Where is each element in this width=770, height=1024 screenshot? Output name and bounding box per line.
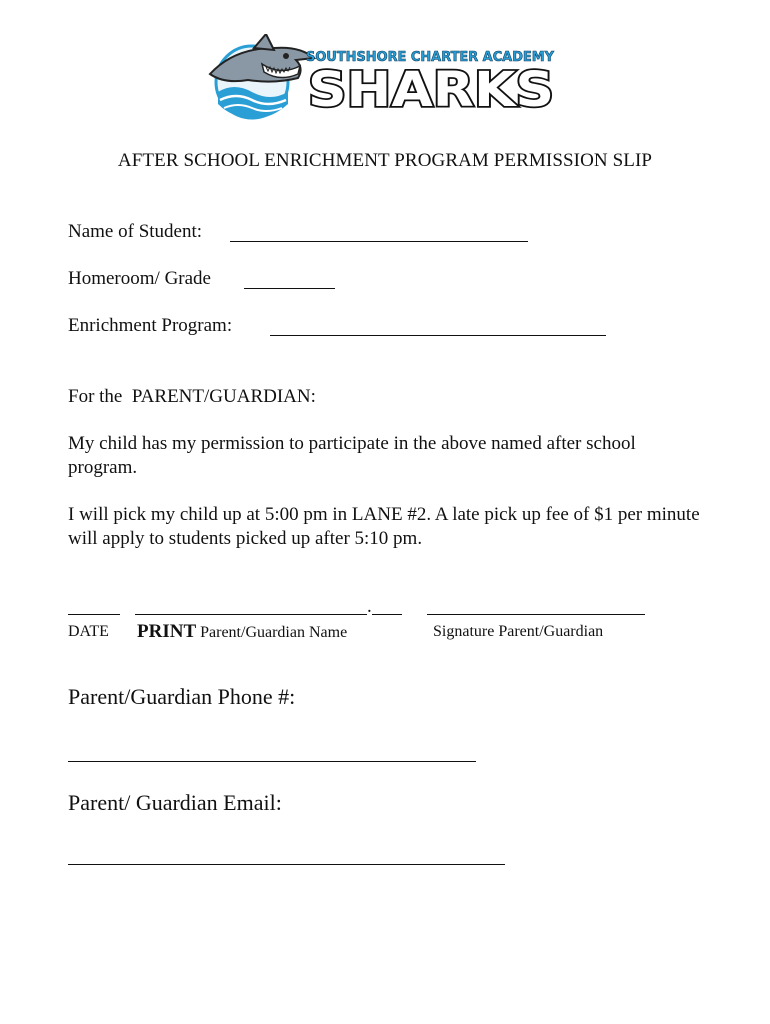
homeroom-line[interactable] — [244, 288, 335, 289]
logo-mascot-text: SHARKS — [308, 62, 554, 118]
print-label-bold: PRINT — [137, 621, 197, 642]
phone-line[interactable] — [68, 761, 476, 762]
permission-paragraph: My child has my permission to participate in the above named after school program. — [68, 433, 636, 478]
homeroom-field — [68, 268, 211, 290]
signature-label: Signature Parent/Guardian — [433, 623, 604, 640]
phone-label: Parent/Guardian Phone #: — [68, 684, 296, 709]
homeroom-label: Homeroom/ Grade — [68, 268, 211, 289]
logo-school-name: SOUTHSHORE CHARTER ACADEMY — [306, 49, 555, 65]
student-name-label: Name of Student: — [68, 221, 203, 242]
school-logo — [204, 34, 564, 120]
print-label-rest: Parent/Guardian Name — [200, 624, 348, 641]
enrichment-field — [68, 315, 232, 337]
parent-heading: For the PARENT/GUARDIAN: — [68, 386, 316, 407]
print-name-line[interactable] — [135, 614, 367, 615]
date-label: DATE — [68, 623, 109, 640]
date-line[interactable] — [68, 614, 120, 615]
document-title: AFTER SCHOOL ENRICHMENT PROGRAM PERMISSION SLIP — [117, 150, 653, 171]
email-line[interactable] — [68, 864, 505, 865]
student-name-field — [68, 221, 202, 243]
email-label: Parent/ Guardian Email: — [68, 790, 282, 815]
student-name-line[interactable] — [230, 241, 528, 242]
print-name-line-tail — [372, 614, 402, 615]
stray-mark: . — [367, 596, 372, 617]
enrichment-line[interactable] — [270, 335, 606, 336]
enrichment-label: Enrichment Program: — [68, 315, 233, 336]
pickup-paragraph: I will pick my child up at 5:00 pm in LANE #2. A late pick up fee of $1 per minute will apply to students picked up after 5:10 pm. — [68, 504, 700, 549]
print-name-label — [137, 621, 347, 643]
signature-line[interactable] — [427, 614, 645, 615]
